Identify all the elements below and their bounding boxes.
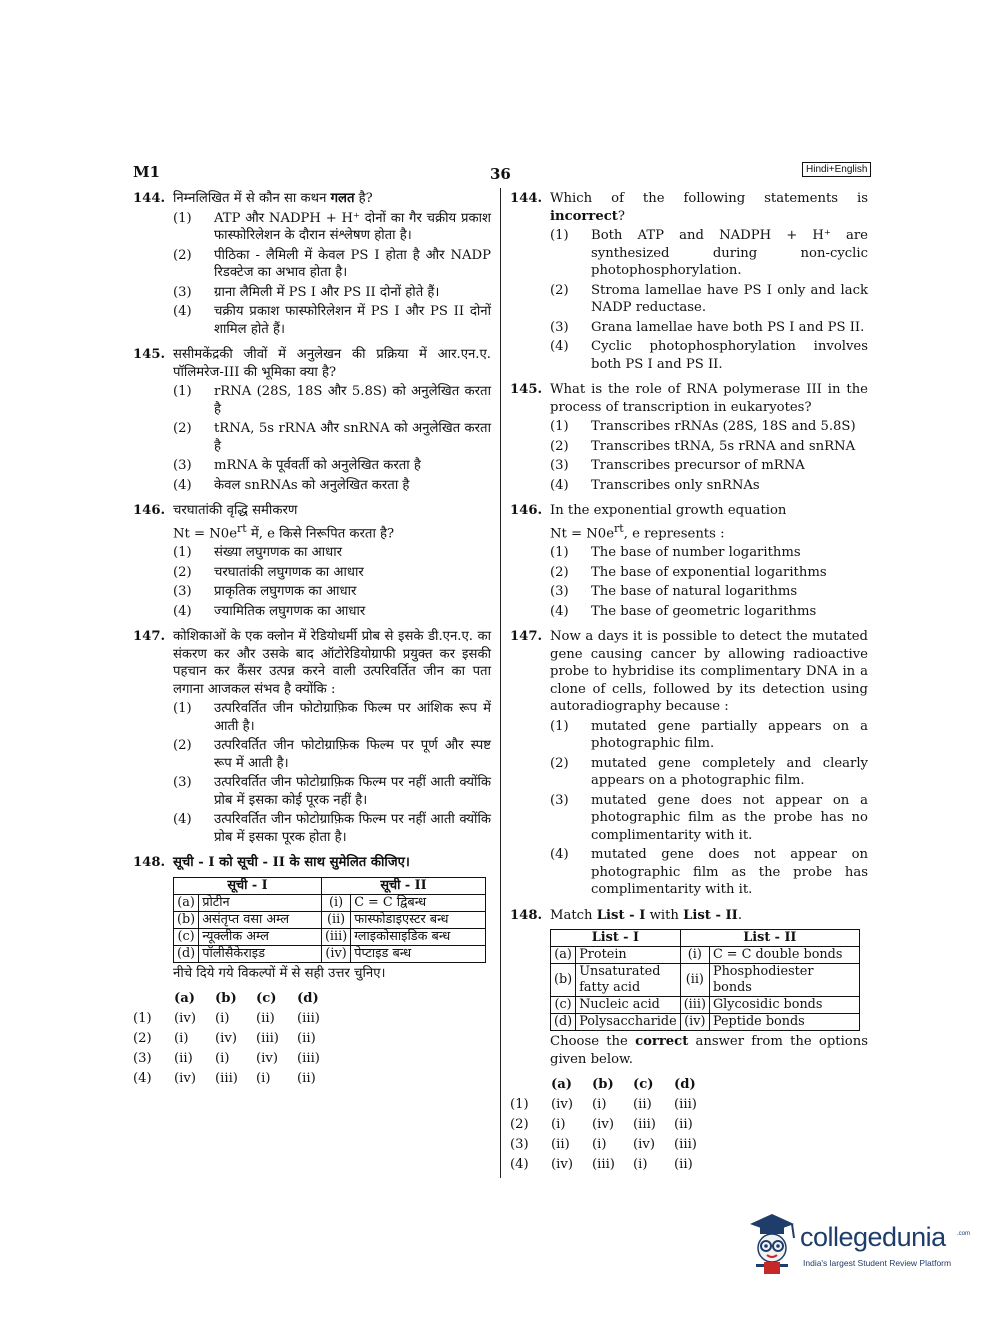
question-text: Now a days it is possible to detect the mutated gene causing cancer by allowing radioactive probe to hybridise its complimentary DNA in a clone of cells, followed by its detection using autoradiography because :	[550, 629, 868, 715]
english-column	[510, 190, 868, 1176]
question-number: 146.	[510, 503, 543, 518]
option: (2) चरघातांकी लघुगणक का आधार	[173, 564, 364, 580]
option: (4) The base of geometric logarithms	[550, 603, 817, 619]
answer-row: (2) (i) (iv) (iii) (ii)	[510, 1117, 693, 1133]
table-row: (b) Unsaturated fatty acid (ii) Phosphodiester bonds	[551, 964, 860, 997]
choose-instruction: Choose the correct answer from the options given below.	[550, 1034, 868, 1067]
option: (3) ग्राना लैमिली में PS I और PS II दोनों होते हैं।	[173, 284, 440, 300]
question-number: 144.	[133, 191, 166, 206]
answer-grid-hi	[133, 990, 491, 1090]
option: (4) mutated gene does not appear on photographic film as the probe has complimentarity with it.	[550, 847, 868, 898]
answer-row: (2) (i) (iv) (iii) (ii)	[133, 1031, 316, 1047]
option: (2) पीठिका - लैमिली में केवल PS I होता है और NADP रिडक्टेज का अभाव होता है।	[173, 247, 491, 280]
option: (4) Cyclic photophosphorylation involves both PS I and PS II.	[550, 339, 868, 372]
option: (2) mutated gene completely and clearly appears on a photographic film.	[550, 755, 868, 789]
logo-wordmark: collegedunia	[800, 1222, 946, 1252]
answer-header: (a) (b) (c) (d)	[551, 1077, 696, 1093]
question-144-hi	[133, 190, 491, 338]
option: (4) चक्रीय प्रकाश फास्फोरिलेशन में PS I और PS II दोनों शामिल होते हैं।	[173, 304, 491, 337]
option: (3) उत्परिवर्तित जीन फोटोग्राफ़िक फिल्म पर नहीं आती क्योंकि प्रोब में इसका कोई पूरक नहीं है।	[173, 775, 491, 808]
page-number: 36	[490, 165, 511, 183]
table-row: (d) पॉलीसैकेराइड (iv) पेप्टाइड बन्ध	[174, 945, 486, 962]
option: (4) उत्परिवर्तित जीन फोटोग्राफ़िक फिल्म पर नहीं आती क्योंकि प्रोब में इसका पूरक होता है।	[173, 812, 491, 845]
paper-code: M1	[133, 163, 161, 181]
question-145-hi	[133, 346, 491, 494]
question-text: सूची - I को सूची - II के साथ सुमेलित कीजिए।	[173, 855, 410, 871]
question-number: 145.	[510, 382, 543, 397]
answer-grid-en	[510, 1076, 868, 1176]
question-text: Match List - I with List - II.	[550, 907, 743, 923]
column-divider	[500, 188, 501, 1178]
option: (1) Transcribes rRNAs (28S, 18S and 5.8S)	[550, 419, 856, 434]
question-148-hi	[133, 854, 491, 982]
choose-instruction: नीचे दिये गये विकल्पों में से सही उत्तर चुनिए।	[173, 965, 386, 981]
question-text: चरघातांकी वृद्धि समीकरण	[173, 503, 298, 518]
option: (1) उत्परिवर्तित जीन फोटोग्राफ़िक फिल्म पर आंशिक रूप में आती है।	[173, 701, 491, 734]
question-145-en	[510, 381, 868, 494]
question-number: 145.	[133, 347, 166, 362]
table-row: (b) असंतृप्त वसा अम्ल (ii) फास्फोडाइएस्टर बन्ध	[174, 911, 486, 928]
question-text: In the exponential growth equation	[550, 503, 787, 518]
question-146-en	[510, 502, 868, 620]
option: (2) Transcribes tRNA, 5s rRNA and snRNA	[550, 438, 856, 454]
logo-tld: .com	[957, 1231, 971, 1237]
question-number: 148.	[510, 907, 543, 923]
question-text: ससीमकेंद्रकी जीवों में अनुलेखन की प्रक्रिया में आर.एन.ए. पॉलिमरेज-III की भूमिका क्या है?	[173, 347, 491, 380]
option: (3) mRNA के पूर्ववर्ती को अनुलेखित करता है	[173, 458, 421, 473]
question-number: 148.	[133, 855, 166, 871]
option: (2) The base of exponential logarithms	[550, 564, 827, 580]
question-text: निम्नलिखित में से कौन सा कथन गलत है?	[173, 191, 373, 206]
option: (1) संख्या लघुगणक का आधार	[173, 545, 343, 561]
list-2-header: List - II	[680, 930, 859, 947]
option: (2) tRNA, 5s rRNA और snRNA को अनुलेखित करता है	[173, 421, 491, 454]
answer-row: (1) (iv) (i) (ii) (iii)	[510, 1097, 697, 1113]
hindi-column	[133, 190, 491, 1090]
match-table	[173, 877, 486, 963]
option: (1) ATP और NADPH + H⁺ दोनों का गैर चक्रीय प्रकाश फास्फोरिलेशन के दौरान संश्लेषण होता है।	[173, 210, 491, 243]
option: (4) Transcribes only snRNAs	[550, 477, 760, 493]
list-1-header: List - I	[551, 930, 681, 947]
table-row: (d) Polysaccharide (iv) Peptide bonds	[551, 1014, 860, 1031]
option: (3) प्राकृतिक लघुगणक का आधार	[173, 584, 357, 600]
option: (2) Stroma lamellae have PS I only and lack NADP reductase.	[550, 282, 868, 315]
option: (3) Grana lamellae have both PS I and PS II.	[550, 319, 865, 335]
option: (1) The base of number logarithms	[550, 545, 801, 561]
question-text: Which of the following statements is incorrect?	[550, 191, 868, 224]
option: (4) केवल snRNAs को अनुलेखित करता है	[173, 477, 410, 493]
option: (1) Both ATP and NADPH + H⁺ are synthesized during non-cyclic photophosphorylation.	[550, 228, 868, 278]
question-144-en	[510, 190, 868, 373]
question-number: 146.	[133, 503, 166, 518]
table-row: (c) Nucleic acid (iii) Glycosidic bonds	[551, 997, 860, 1014]
question-number: 147.	[510, 629, 543, 645]
answer-row: (1) (iv) (i) (ii) (iii)	[133, 1011, 320, 1027]
match-table	[550, 929, 860, 1031]
equation: $Nt = N0e^{rt}$, e represents :	[550, 521, 725, 541]
equation: $Nt = N0e^{rt}$ में, e किसे निरूपित करता है?	[173, 521, 395, 541]
option: (1) mutated gene partially appears on a photographic film.	[550, 718, 868, 752]
language-tag: Hindi+English	[802, 162, 871, 177]
answer-row: (3) (ii) (i) (iv) (iii)	[133, 1051, 320, 1067]
question-number: 144.	[510, 191, 543, 206]
answer-row: (4) (iv) (iii) (i) (ii)	[510, 1157, 693, 1173]
question-147-hi	[133, 628, 491, 846]
collegedunia-logo	[742, 1208, 972, 1283]
option: (4) ज्यामितिक लघुगणक का आधार	[173, 603, 366, 619]
question-147-en	[510, 628, 868, 899]
list-2-header: सूची - II	[321, 877, 485, 894]
logo-tagline: India's largest Student Review Platform	[803, 1258, 952, 1268]
table-row: (a) प्रोटीन (i) C = C द्विबन्ध	[174, 894, 486, 911]
answer-header: (a) (b) (c) (d)	[174, 991, 319, 1007]
question-148-en	[510, 907, 868, 1069]
option: (3) Transcribes precursor of mRNA	[550, 458, 805, 473]
option: (3) mutated gene does not appear on a photographic film as the probe has no complimentarity with it.	[550, 792, 868, 843]
mascot-icon	[742, 1208, 800, 1283]
question-146-hi	[133, 502, 491, 620]
question-text: What is the role of RNA polymerase III in the process of transcription in eukaryotes?	[550, 382, 868, 415]
option: (1) rRNA (28S, 18S और 5.8S) को अनुलेखित करता है	[173, 384, 491, 417]
question-text: कोशिकाओं के एक क्लोन में रेडियोधर्मी प्रोब से इसके डी.एन.ए. का संकरण कर और उसके बाद ऑटोरेडियोग्राफी प्रयुक्त कर इसकी पहचान कर कैंसर उत्पन्न करने वाली उत्परिवर्तित जीन का पता लगाना आजकल संभव है क्योंकि :	[173, 629, 491, 697]
table-row: (a) Protein (i) C = C double bonds	[551, 947, 860, 964]
list-1-header: सूची - I	[174, 877, 322, 894]
answer-row: (4) (iv) (iii) (i) (ii)	[133, 1071, 316, 1087]
option: (3) The base of natural logarithms	[550, 584, 798, 600]
option: (2) उत्परिवर्तित जीन फोटोग्राफ़िक फिल्म पर पूर्ण और स्पष्ट रूप में आती है।	[173, 738, 491, 771]
table-row: (c) न्यूक्लीक अम्ल (iii) ग्लाइकोसाइडिक बन्ध	[174, 928, 486, 945]
question-number: 147.	[133, 629, 166, 645]
answer-row: (3) (ii) (i) (iv) (iii)	[510, 1137, 697, 1153]
